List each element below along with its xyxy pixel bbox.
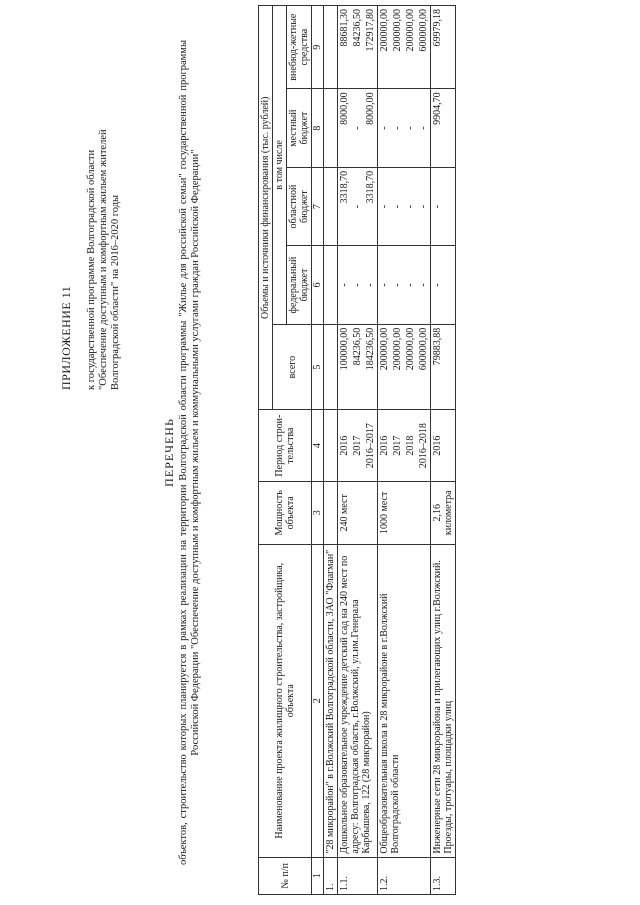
federal-cell: - [338,246,352,324]
extra-cell: 172917,80 [364,6,378,89]
federal-cell: - [378,246,392,324]
section-num: 1. [324,857,338,894]
header-total: всего [273,324,312,410]
table-row [378,6,392,895]
period-cell: 2016–2018 [417,410,431,481]
total-cell: 600000,00 [417,324,431,410]
appendix-line-3: Волгоградской области" на 2016–2020 годы [110,194,121,390]
document-title: ПЕРЕЧЕНЬ [162,418,176,487]
total-cell: 100000,00 [338,324,352,410]
col-number: 4 [312,410,324,481]
extra-cell: 69979,18 [431,6,456,89]
item-name: Общеобразовательная школа в 28 микрорайоне в г.Волжский Волгоградской области [378,544,431,857]
regional-cell: - [404,167,417,245]
header-num: № п/п [259,857,312,894]
col-number: 8 [312,89,324,167]
col-number: 1 [312,857,324,894]
regional-cell: 3318,70 [338,167,352,245]
local-cell: - [417,89,431,167]
header-period: Период строи-тельства [259,410,312,481]
extra-cell: 200000,00 [391,6,404,89]
item-num: 1.2. [378,857,431,894]
header-regional: областной бюджет [287,167,312,245]
header-including: в том числе [273,6,287,325]
objects-table [258,5,456,895]
item-num: 1.1. [338,857,378,894]
federal-cell: - [351,246,364,324]
col-number: 6 [312,246,324,324]
total-cell: 200000,00 [378,324,392,410]
header-extra: внебюд-жетные средства [287,6,312,89]
table-row [338,6,352,895]
federal-cell: - [364,246,378,324]
total-cell: 79883,88 [431,324,456,410]
header-name: Наименование проекта жилищного строительства, застройщика, объекта [259,544,312,857]
col-number: 9 [312,6,324,89]
total-cell: 200000,00 [391,324,404,410]
extra-cell: 84236,50 [351,6,364,89]
item-capacity: 2,16 километра [431,481,456,544]
item-capacity: 240 мест [338,481,378,544]
appendix-block [60,60,122,390]
regional-cell: - [417,167,431,245]
local-cell: 9904,70 [431,89,456,167]
local-cell: - [351,89,364,167]
header-federal: федеральный бюджет [287,246,312,324]
appendix-line-1: к государственной программе Волгоградской области [86,149,97,390]
item-name: Дошкольное образовательное учреждение детский сад на 240 мест по адресу: Волгоградская область, г.Волжский, ул.им.Генерала Карбышева, 122 (28 микрорайон) [338,544,378,857]
section-name: "28 микрорайон" в г.Волжский Волгоградской области, ЗАО "Флагман" [324,544,338,857]
appendix-line-2: "Обеспечение доступным и комфортным жильем жителей [98,129,109,390]
extra-cell: 600000,00 [417,6,431,89]
period-cell: 2016–2017 [364,410,378,481]
table-row [431,6,456,895]
table-row [324,6,338,895]
item-num: 1.3. [431,857,456,894]
col-number: 3 [312,481,324,544]
period-cell: 2016 [378,410,392,481]
appendix-title: ПРИЛОЖЕНИЕ 11 [59,285,73,390]
document-heading [163,40,202,865]
federal-cell: - [391,246,404,324]
federal-cell: - [431,246,456,324]
federal-cell: - [417,246,431,324]
local-cell: - [404,89,417,167]
federal-cell: - [404,246,417,324]
local-cell: - [391,89,404,167]
col-number: 5 [312,324,324,410]
extra-cell: 200000,00 [378,6,392,89]
total-cell: 84236,50 [351,324,364,410]
header-volumes: Объемы и источники финансирования (тыс. рублей) [259,6,273,410]
period-cell: 2017 [391,410,404,481]
regional-cell: - [378,167,392,245]
local-cell: - [378,89,392,167]
regional-cell: - [351,167,364,245]
header-local: местный бюджет [287,89,312,167]
regional-cell: 3318,70 [364,167,378,245]
local-cell: 8000,00 [364,89,378,167]
local-cell: 8000,00 [338,89,352,167]
item-capacity: 1000 мест [378,481,431,544]
header-capacity: Мощность объекта [259,481,312,544]
col-number: 7 [312,167,324,245]
col-number: 2 [312,544,324,857]
period-cell: 2016 [431,410,456,481]
extra-cell: 88681,30 [338,6,352,89]
document-subtitle: объектов, строительство которых планируется в рамках реализации на территории Волгоградской области программы "Жилье для российской семьи" государственной программы Российской Федерации "Обеспечение доступным и комфортным жильем и коммунальными услугами граждан Российской Федерации" [178,40,201,865]
regional-cell: - [391,167,404,245]
total-cell: 200000,00 [404,324,417,410]
item-name: Инженерные сети 28 микрорайона и прилегающих улиц г.Волжский. Проезды, тротуары, площадки улиц [431,544,456,857]
period-cell: 2016 [338,410,352,481]
regional-cell: - [431,167,456,245]
total-cell: 184236,50 [364,324,378,410]
period-cell: 2017 [351,410,364,481]
extra-cell: 200000,00 [404,6,417,89]
period-cell: 2018 [404,410,417,481]
